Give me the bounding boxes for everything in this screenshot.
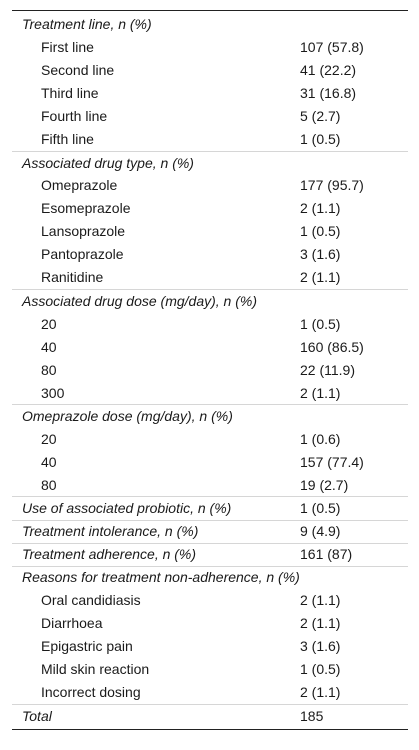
section-row — [12, 497, 408, 520]
table-row — [12, 174, 408, 197]
section-row — [12, 151, 408, 174]
row-label: Pantoprazole — [41, 246, 124, 263]
row-value: 3 (1.6) — [300, 246, 341, 263]
table-row — [12, 451, 408, 474]
table-row — [12, 220, 408, 243]
row-value: 1 (0.5) — [300, 131, 341, 147]
section-row — [12, 13, 408, 36]
row-label: Fourth line — [41, 108, 108, 125]
table-row — [12, 428, 408, 451]
section-label: Total — [12, 704, 300, 727]
row-value: 2 (1.1) — [300, 592, 341, 609]
table-row — [12, 382, 408, 405]
row-value: 22 (11.9) — [300, 361, 355, 378]
row-value: 2 (1.1) — [300, 384, 341, 401]
row-label: Second line — [41, 62, 115, 79]
table-row — [12, 681, 408, 704]
row-value: 2 (1.1) — [300, 200, 341, 217]
row-label: Mild skin reaction — [41, 661, 150, 678]
row-value: 1 (0.5) — [300, 223, 341, 240]
section-row — [12, 520, 408, 543]
row-label: 80 — [41, 476, 57, 493]
table-row — [12, 128, 408, 151]
row-value: 160 (86.5) — [300, 338, 364, 355]
row-value: 1 (0.5) — [300, 497, 408, 520]
row-value: 41 (22.2) — [300, 62, 357, 79]
row-value — [300, 290, 408, 313]
section-row — [12, 405, 408, 428]
treatment-table — [12, 10, 408, 730]
row-value: 1 (0.5) — [300, 315, 341, 332]
table-row — [12, 336, 408, 359]
row-value: 1 (0.5) — [300, 661, 341, 678]
row-label: Oral candidiasis — [41, 592, 141, 609]
row-label: Diarrhoea — [41, 615, 103, 632]
section-row — [12, 290, 408, 313]
row-value: 19 (2.7) — [300, 476, 349, 493]
row-label: Incorrect dosing — [41, 684, 141, 701]
row-label: Epigastric pain — [41, 638, 133, 655]
section-row — [12, 566, 408, 589]
row-value: 2 (1.1) — [300, 269, 341, 286]
section-label: Associated drug type, n (%) — [12, 151, 300, 174]
section-label: Reasons for treatment non-adherence, n (%) — [12, 566, 300, 589]
row-label: Third line — [41, 85, 99, 102]
section-label: Omeprazole dose (mg/day), n (%) — [12, 405, 300, 428]
section-row — [12, 543, 408, 566]
section-label: Treatment adherence, n (%) — [12, 543, 300, 566]
row-value — [300, 566, 408, 589]
table-row — [12, 612, 408, 635]
row-label: Ranitidine — [41, 269, 104, 286]
row-value: 2 (1.1) — [300, 615, 341, 632]
row-label: 40 — [41, 338, 57, 355]
row-value: 157 (77.4) — [300, 453, 364, 470]
data-table — [12, 13, 408, 727]
table-row — [12, 82, 408, 105]
row-value: 5 (2.7) — [300, 108, 341, 125]
row-value — [300, 13, 408, 36]
row-value: 3 (1.6) — [300, 638, 341, 655]
table-row — [12, 243, 408, 266]
row-value: 161 (87) — [300, 543, 408, 566]
section-label: Use of associated probiotic, n (%) — [12, 497, 300, 520]
row-label: First line — [41, 39, 94, 56]
row-label: 20 — [41, 315, 57, 332]
table-row — [12, 359, 408, 382]
row-value: 2 (1.1) — [300, 684, 341, 701]
table-row — [12, 589, 408, 612]
table-row — [12, 197, 408, 220]
table-row — [12, 474, 408, 497]
table-body — [12, 13, 408, 727]
section-label: Associated drug dose (mg/day), n (%) — [12, 290, 300, 313]
row-label: Fifth line — [41, 131, 94, 147]
row-value — [300, 405, 408, 428]
row-label: Esomeprazole — [41, 200, 131, 217]
row-value: 185 — [300, 704, 408, 727]
section-row — [12, 704, 408, 727]
row-label: 80 — [41, 361, 57, 378]
row-value: 107 (57.8) — [300, 39, 364, 56]
row-value: 31 (16.8) — [300, 85, 357, 102]
table-row — [12, 267, 408, 290]
row-value: 9 (4.9) — [300, 520, 408, 543]
section-label: Treatment line, n (%) — [22, 16, 152, 33]
table-row — [12, 105, 408, 128]
row-label: 300 — [41, 384, 65, 401]
row-label: Omeprazole — [41, 177, 118, 194]
row-label: Lansoprazole — [41, 223, 126, 240]
section-label: Treatment intolerance, n (%) — [12, 520, 300, 543]
table-row — [12, 635, 408, 658]
row-value — [300, 151, 408, 174]
row-value: 177 (95.7) — [300, 177, 364, 194]
row-value: 1 (0.6) — [300, 430, 341, 447]
row-label: 40 — [41, 453, 57, 470]
table-row — [12, 658, 408, 681]
table-row — [12, 59, 408, 82]
table-row — [12, 313, 408, 336]
row-label: 20 — [41, 430, 57, 447]
table-row — [12, 36, 408, 59]
